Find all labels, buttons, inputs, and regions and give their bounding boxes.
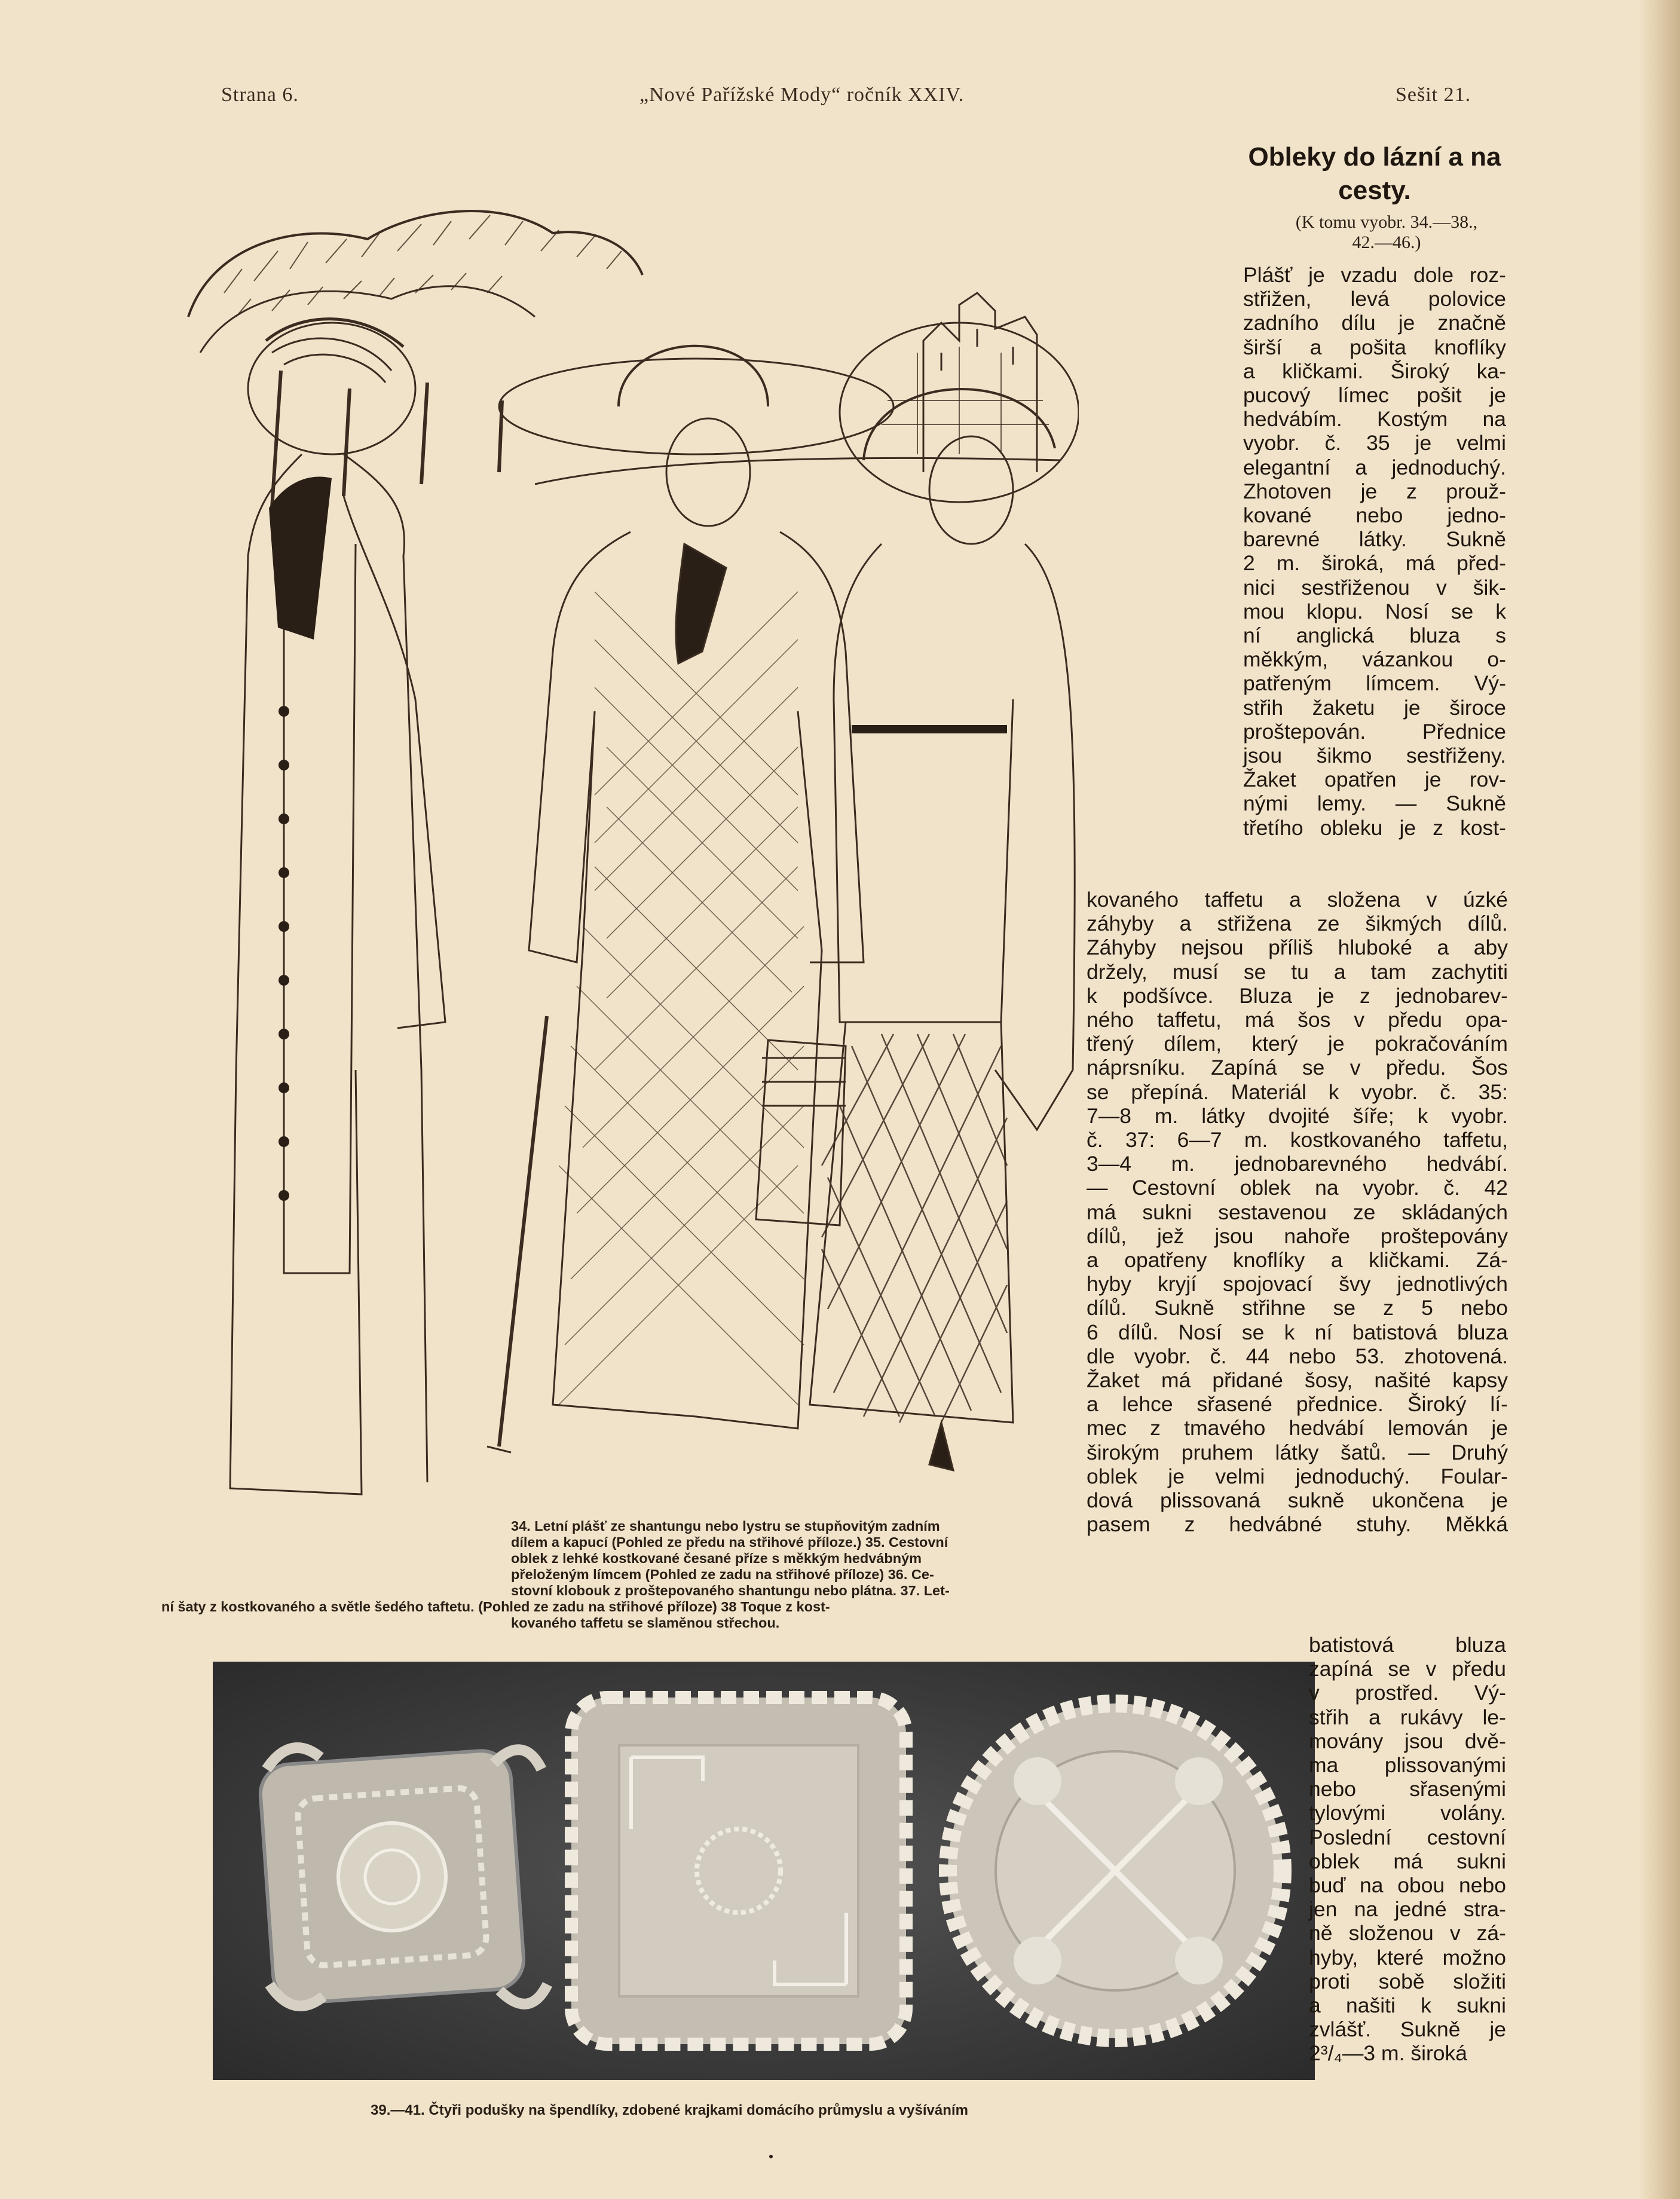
body-line: záhyby a střižena ze šikmých dílů. — [1087, 912, 1508, 936]
body-line: ně složenou v zá- — [1309, 1921, 1506, 1946]
body-line: dílů, jež jsou nahoře proštepovány — [1087, 1224, 1508, 1248]
body-line: 2 m. široká, má před- — [1243, 551, 1506, 576]
body-line: nici sestřiženou v šik- — [1243, 575, 1506, 600]
body-line: širší a pošita knoflíky — [1243, 335, 1506, 359]
plate-caption-line: přeloženým límcem (Pohled ze zadu na střihové příloze) 36. Ce- — [511, 1567, 934, 1582]
plate-caption-line: dílem a kapucí (Pohled ze předu na střihové příloze.) 35. Cestovní — [511, 1534, 948, 1550]
body-line: a lehce sřasené přednice. Široký lí- — [1087, 1392, 1508, 1417]
pincushions-photo-drawing — [213, 1662, 1315, 2080]
plate-caption-line: oblek z lehké kostkované česané příze s měkkým hedvábným — [511, 1550, 922, 1566]
body-line: v prostřed. Vý- — [1309, 1681, 1506, 1705]
body-line: movány jsou dvě- — [1309, 1729, 1506, 1753]
body-line: střih a rukávy le- — [1309, 1705, 1506, 1729]
body-line: proti sobě složiti — [1309, 1969, 1506, 1993]
body-line: mou klopu. Nosí se k — [1243, 599, 1506, 623]
body-line: Zhotoven je z prouž- — [1243, 479, 1506, 503]
body-line: k podšívce. Bluza je z jednobarev- — [1087, 983, 1508, 1008]
body-line: jsou šikmo sestřiženy. — [1243, 744, 1506, 768]
body-line: má sukni sestavenou ze skládaných — [1087, 1200, 1508, 1224]
body-line: ného taffetu, má šos v předu opa- — [1087, 1008, 1508, 1032]
body-line: ma plissovanými — [1309, 1753, 1506, 1778]
body-line: dle vyobr. č. 44 nebo 53. zhotovená. — [1087, 1344, 1508, 1368]
body-line: zvlášť. Sukně je — [1309, 2017, 1506, 2042]
body-line: oblek má sukni — [1309, 1849, 1506, 1873]
body-line: zadního dílu je značně — [1243, 311, 1506, 335]
plate-caption-line: 34. Letní plášť ze shantungu nebo lystru se stupňovitým zadním — [511, 1518, 940, 1534]
fashion-plate-illustration — [164, 173, 1079, 1515]
body-line: a opatřeny knoflíky a kličkami. Zá- — [1087, 1248, 1508, 1273]
pincushion-middle — [571, 1698, 906, 2044]
scan-edge — [1638, 0, 1680, 2199]
article-reference — [1243, 212, 1530, 253]
pincushion-left — [259, 1748, 547, 2006]
body-line: třetího obleku je z kost- — [1243, 815, 1506, 840]
plate-caption-line: kovaného taffetu se slaměnou střechou. — [511, 1615, 780, 1631]
body-line: pasem z hedvábné stuhy. Měkká — [1087, 1512, 1508, 1537]
plate-caption-line: stovní klobouk z proštepovaného shantungu nebo plátna. 37. Let- — [511, 1583, 950, 1598]
body-line: kovaného taffetu a složena v úzké — [1087, 888, 1508, 912]
body-line: třený dílem, který je pokračováním — [1087, 1032, 1508, 1056]
body-line: tylovými volány. — [1309, 1801, 1506, 1825]
body-line: širokým pruhem látky šatů. — Druhý — [1087, 1440, 1508, 1464]
body-line: nebo sřasenými — [1309, 1777, 1506, 1802]
body-line: buď na obou nebo — [1309, 1873, 1506, 1898]
body-line: proštepován. Přednice — [1243, 719, 1506, 744]
body-line: Žaket opatřen je rov- — [1243, 767, 1506, 792]
body-line: držely, musí se tu a tam zachytiti — [1087, 959, 1508, 984]
body-line: mec z tmavého hedvábí lemován je — [1087, 1416, 1508, 1440]
body-line: nými lemy. — Sukně — [1243, 791, 1506, 816]
body-line: č. 37: 6—7 m. kostkovaného taffetu, — [1087, 1128, 1508, 1152]
body-line: batistová bluza — [1309, 1633, 1506, 1657]
body-line: patřeným límcem. Vý- — [1243, 671, 1506, 696]
pincushions-photo — [213, 1662, 1315, 2080]
body-line: Plášť je vzadu dole roz- — [1243, 263, 1506, 287]
body-line: 3—4 m. jednobarevného hedvábí. — [1087, 1152, 1508, 1176]
body-line: měkkým, vázankou o- — [1243, 647, 1506, 672]
body-line: vyobr. č. 35 je velmi — [1243, 431, 1506, 455]
page-number: Strana 6. — [221, 84, 299, 106]
body-line: a našiti k sukni — [1309, 1993, 1506, 2018]
body-line: oblek je velmi jednoduchý. Foular- — [1087, 1464, 1508, 1488]
pincushion-right — [948, 1703, 1283, 2038]
body-line: dílů. Sukně střihne se z 5 nebo — [1087, 1296, 1508, 1320]
article-reference-line: 42.—46.) — [1352, 233, 1421, 252]
body-line: — Cestovní oblek na vyobr. č. 42 — [1087, 1176, 1508, 1200]
body-line: jen na jedné stra- — [1309, 1897, 1506, 1922]
body-line: pucový límec pošit je — [1243, 383, 1506, 408]
body-line: 6 dílů. Nosí se k ní batistová bluza — [1087, 1320, 1508, 1344]
body-line: kované nebo jedno- — [1243, 503, 1506, 528]
journal-title: „Nové Pařížské Mody“ ročník XXIV. — [639, 84, 965, 106]
body-line: a kličkami. Široký ka- — [1243, 359, 1506, 383]
body-line: ní anglická bluza s — [1243, 623, 1506, 648]
article-body-photo-column — [1309, 1633, 1506, 2066]
body-line: elegantní a jednoduchý. — [1243, 455, 1506, 479]
body-line: zapíná se v předu — [1309, 1657, 1506, 1681]
article-body-wide — [1087, 888, 1508, 1536]
body-line: střih žaketu je široce — [1243, 695, 1506, 720]
article-title — [1225, 140, 1524, 207]
issue-number: Sešit 21. — [1396, 84, 1471, 106]
body-line: střižen, levá polovice — [1243, 287, 1506, 311]
body-line: 2³/₄—3 m. široká — [1309, 2041, 1468, 2066]
article-title-line: Obleky do lázní a na — [1248, 142, 1501, 172]
body-line: hyby, které možno — [1309, 1945, 1506, 1969]
body-line: hyby kryjí spojovací švy jednotlivých — [1087, 1272, 1508, 1296]
article-title-line: cesty. — [1338, 176, 1411, 205]
body-line: Žaket má přidané šosy, našité kapsy — [1087, 1368, 1508, 1393]
article-reference-line: (K tomu vyobr. 34.—38., — [1295, 212, 1478, 232]
body-line: hedvábím. Kostým na — [1243, 407, 1506, 432]
article-body-narrow — [1243, 263, 1506, 840]
body-line: Záhyby nejsou příliš hluboké a aby — [1087, 935, 1508, 960]
body-line: náprsníku. Zapíná se v předu. Šos — [1087, 1056, 1508, 1080]
plate-caption-line: ní šaty z kostkovaného a světle šedého taftetu. (Pohled ze zadu na střihové příloze) 38 Toque z kost- — [161, 1599, 830, 1614]
body-line: se přepíná. Materiál k vyobr. č. 35: — [1087, 1079, 1508, 1104]
body-line: dová plissovaná sukně ukončena je — [1087, 1488, 1508, 1513]
body-line: Poslední cestovní — [1309, 1825, 1506, 1849]
plate-caption — [161, 1518, 1064, 1631]
footer-dot — [769, 2155, 773, 2158]
body-line: 7—8 m. látky dvojité šíře; k vyobr. — [1087, 1103, 1508, 1128]
photo-caption: 39.—41. Čtyři podušky na špendlíky, zdobené krajkami domácího průmyslu a vyšíváním — [371, 2102, 968, 2118]
body-line: barevné látky. Sukně — [1243, 527, 1506, 552]
